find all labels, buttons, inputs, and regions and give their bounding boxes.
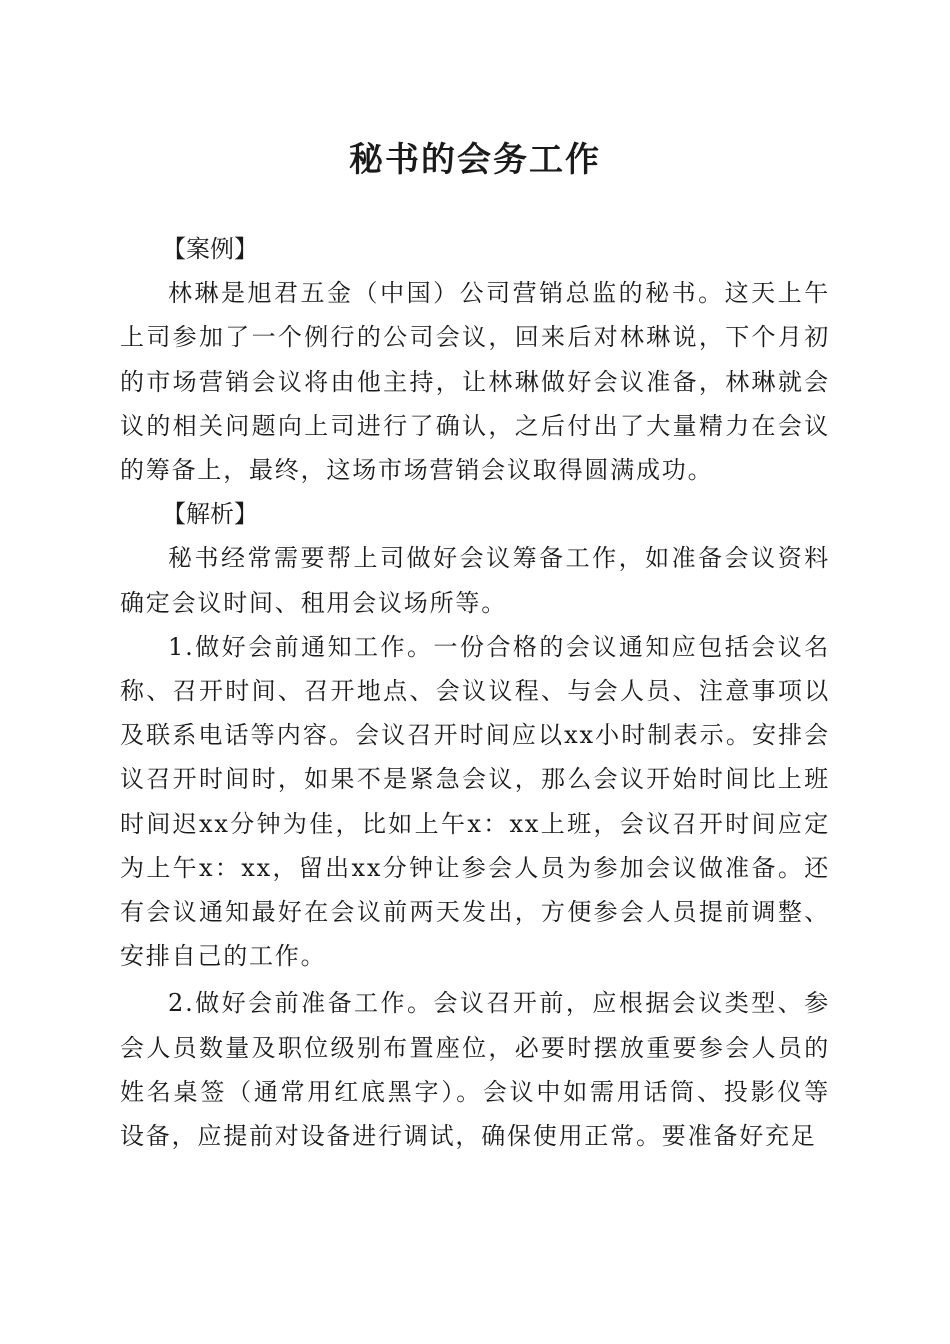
document-title: 秘书的会务工作 <box>349 140 601 180</box>
case-paragraph: 林琳是旭君五金（中国）公司营销总监的秘书。这天上午上司参加了一个例行的公司会议，回来后对林琳说，下个月初的市场营销会议将由他主持，让林琳做好会议准备，林琳就会议的相关问题向上司进行了确认，之后付出了大量精力在会议的筹备上，最终，这场市场营销会议取得圆满成功。 <box>120 279 830 485</box>
item-1-paragraph: 1.做好会前通知工作。一份合格的会议通知应包括会议名称、召开时间、召开地点、会议议程、与会人员、注意事项以及联系电话等内容。会议召开时间应以xx小时制表示。安排会议召开时间时，如果不是紧急会议，那么会议开始时间比上班时间迟xx分钟为佳，比如上午x：xx上班，会议召开时间应定为上午x：xx，留出xx分钟让参会人员为参加会议做准备。还有会议通知最好在会议前两天发出，方便参会人员提前调整、安排自己的工作。 <box>120 632 830 971</box>
analysis-label: 【解析】 <box>162 500 258 529</box>
item-2-paragraph: 2.做好会前准备工作。会议召开前，应根据会议类型、参会人员数量及职位级别布置座位，必要时摆放重要参会人员的姓名桌签（通常用红底黑字）。会议中如需用话筒、投影仪等设备，应提前对设备进行调试，确保使用正常。要准备好充足 <box>120 989 830 1151</box>
analysis-paragraph: 秘书经常需要帮上司做好会议筹备工作，如准备会议资料确定会议时间、租用会议场所等。 <box>120 544 830 617</box>
document-body <box>120 227 830 1158</box>
case-label: 【案例】 <box>162 235 258 263</box>
